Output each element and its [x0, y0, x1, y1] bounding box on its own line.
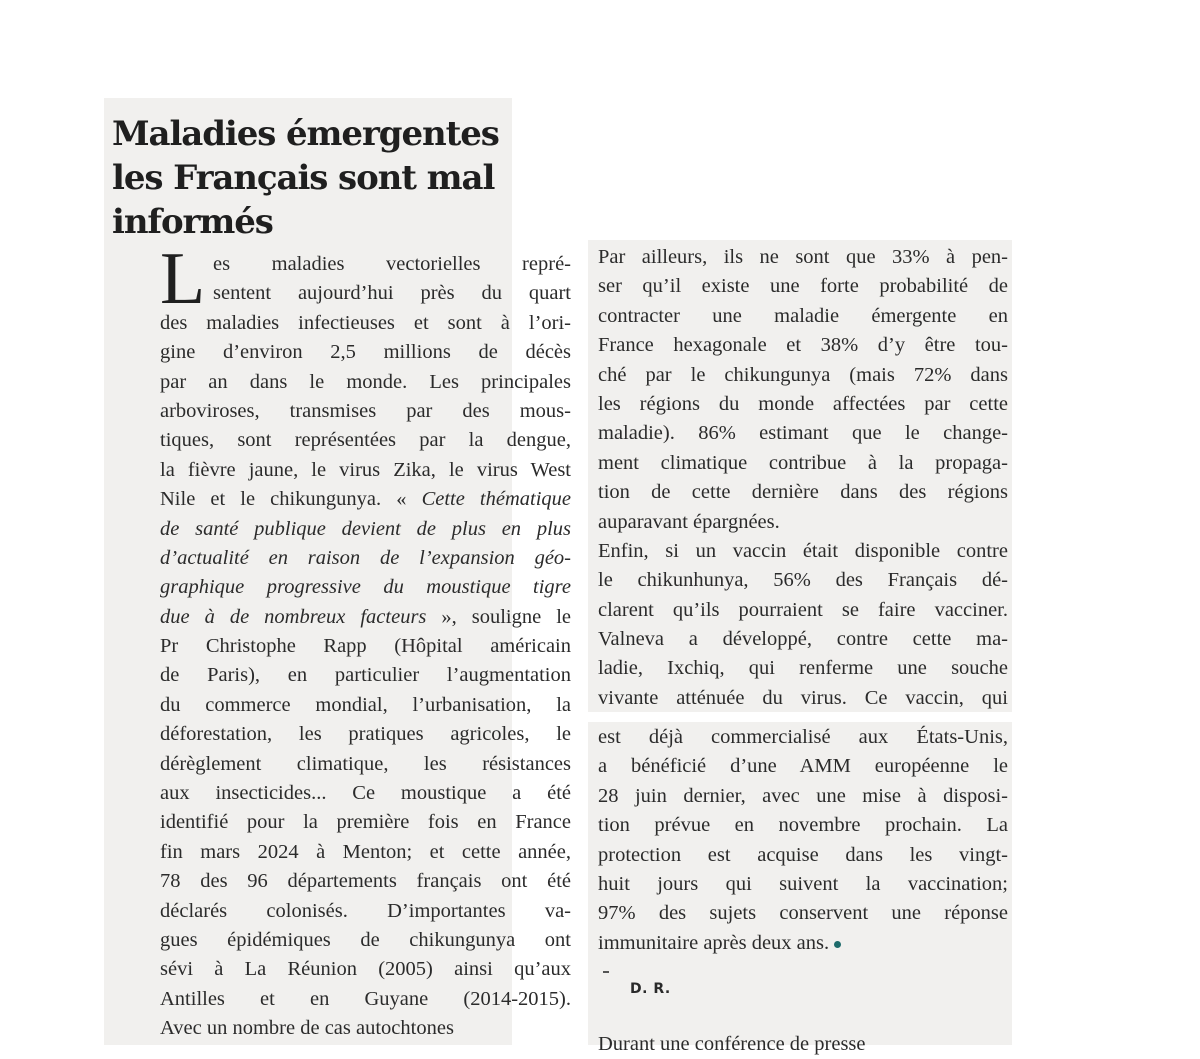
text-line: [113, 603, 571, 632]
text-line: huit jours qui suivent la vaccination;: [598, 872, 1008, 895]
headline-line: Maladies émergentes: [112, 114, 499, 154]
text-line: les régions du monde affectées par cette: [598, 392, 1008, 415]
text-line: par an dans le monde. Les principales: [160, 370, 571, 393]
text-line: Pr Christophe Rapp (Hôpital américain: [160, 635, 571, 658]
text-line: ladie, Ixchiq, qui renferme une souche: [598, 657, 1008, 680]
text-line: tion prévue en novembre prochain. La: [598, 814, 1008, 837]
quote-run: d’actualité en raison de l’expansion géo-: [160, 546, 571, 569]
text-line: es maladies vectorielles repré-: [213, 253, 571, 275]
text-line: est déjà commercialisé aux États-Unis,: [598, 726, 1008, 748]
next-article-fragment: Durant une conférence de presse: [598, 1033, 866, 1055]
text-line: aux insecticides... Ce moustique a été: [160, 782, 571, 805]
end-mark-icon: [834, 941, 841, 948]
text-line: France hexagonale et 38% d’y être tou-: [598, 334, 1008, 357]
text-line: Valneva a développé, contre cette ma-: [598, 628, 1008, 651]
text-line: du commerce mondial, l’urbanisation, la: [160, 693, 571, 716]
text-line: des maladies infectieuses et sont à l’ori-: [160, 311, 571, 334]
text-line: vivante atténuée du virus. Ce vaccin, qui: [598, 686, 1008, 709]
text-line: tiques, sont représentées par la dengue,: [160, 429, 571, 452]
text-line: gues épidémiques de chikungunya ont: [160, 928, 571, 951]
text-line: de Paris), en particulier l’augmentation: [160, 664, 571, 687]
article-headline: [112, 112, 507, 244]
text-line: [113, 573, 571, 602]
text-line: sévi à La Réunion (2005) ainsi qu’aux: [160, 958, 571, 981]
text-run: », souligne le: [426, 605, 571, 628]
text-line: 78 des 96 départements français ont été: [160, 870, 571, 893]
text-line: identifié pour la première fois en France: [160, 811, 571, 834]
divider-dash: [603, 971, 609, 973]
text-line: ché par le chikungunya (mais 72% dans: [598, 363, 1008, 386]
text-line: protection est acquise dans les vingt-: [598, 843, 1008, 866]
text-line: a bénéficié d’une AMM européenne le: [598, 755, 1008, 778]
text-line: déforestation, les pratiques agricoles, le: [160, 723, 571, 746]
right-column-top: [598, 243, 1008, 713]
drop-cap: L: [160, 238, 206, 320]
text-line: ment climatique contribue à la propaga-: [598, 451, 1008, 474]
text-line: clarent qu’ils pourraient se faire vacciner.: [598, 598, 1008, 621]
text-line: Avec un nombre de cas autochtones: [160, 1017, 454, 1040]
text-line: gine d’environ 2,5 millions de décès: [160, 341, 571, 364]
text-line: [113, 515, 571, 544]
quote-run: de santé publique devient de plus en plus: [160, 517, 571, 540]
photo-credit: D. R.: [630, 981, 671, 997]
text-line: 97% des sujets conservent une réponse: [598, 902, 1008, 925]
quote-run: due à de nombreux facteurs: [160, 605, 427, 628]
text-line: auparavant épargnées.: [598, 510, 780, 533]
text-line: Enfin, si un vaccin était disponible contre: [598, 539, 1008, 562]
text-line: déclarés colonisés. D’importantes va-: [160, 899, 571, 922]
text-line: Par ailleurs, ils ne sont que 33% à pen-: [598, 246, 1008, 268]
text-line: tion de cette dernière dans des régions: [598, 481, 1008, 504]
text-line: fin mars 2024 à Menton; et cette année,: [160, 840, 571, 863]
text-line: arboviroses, transmises par des mous-: [160, 399, 571, 422]
text-line: Antilles et en Guyane (2014-2015).: [160, 987, 571, 1010]
text-run: Nile et le chikungunya. «: [160, 488, 422, 511]
text-line: maladie). 86% estimant que le change-: [598, 422, 1008, 445]
text-line: [113, 544, 571, 573]
quote-run: graphique progressive du moustique tigre: [160, 576, 571, 599]
text-line: le chikunhunya, 56% des Français dé-: [598, 569, 1008, 592]
text-run: immunitaire après deux ans.: [598, 931, 830, 954]
headline-line: informés: [112, 202, 273, 242]
text-line: 28 juin dernier, avec une mise à disposi-: [598, 784, 1008, 807]
text-line: dérèglement climatique, les résistances: [160, 752, 571, 775]
left-column: [113, 238, 571, 1044]
text-line: contracter une maladie émergente en: [598, 304, 1008, 327]
quote-run: Cette thématique: [421, 488, 571, 511]
text-line: sentent aujourd’hui près du quart: [213, 282, 571, 305]
text-line: [598, 929, 1008, 958]
text-line: [113, 485, 571, 514]
right-column-bottom: [598, 723, 1008, 958]
text-line: ser qu’il existe une forte probabilité de: [598, 275, 1008, 298]
text-line: la fièvre jaune, le virus Zika, le virus West: [160, 458, 571, 481]
headline-line: les Français sont mal: [112, 158, 495, 198]
